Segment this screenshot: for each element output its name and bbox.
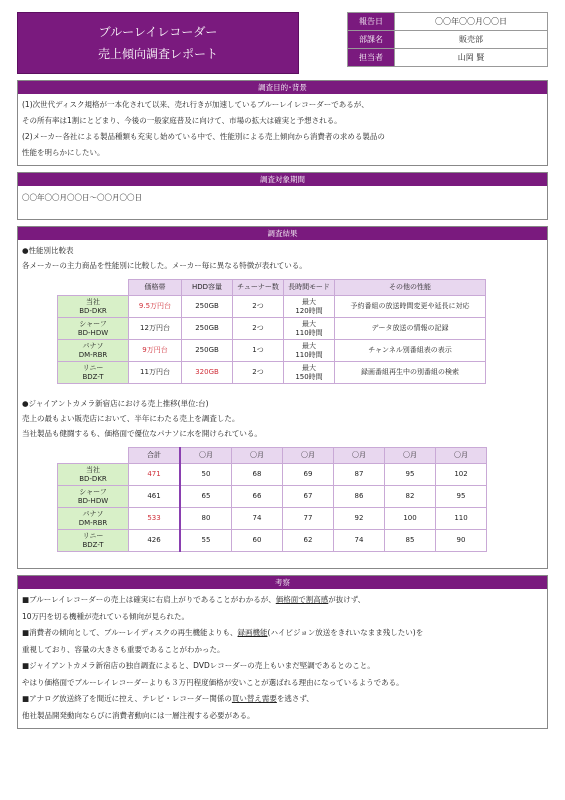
sales-cell: 65 [180, 486, 232, 508]
maker-name: 当社 [86, 465, 100, 474]
sales-cell: 92 [334, 508, 385, 530]
report-header [17, 12, 548, 74]
perf-row [58, 318, 486, 340]
meta-row [348, 49, 548, 67]
period-heading: 調査対象期間 [18, 173, 547, 186]
purpose-section [17, 80, 548, 166]
perf-tuner: 2つ [233, 318, 284, 340]
model-name: BD-DKR [79, 306, 107, 315]
sales-cell: 50 [180, 464, 232, 486]
maker-name: パナソ [82, 341, 104, 350]
sales-row [58, 486, 487, 508]
purpose-line: 性能を明らかにしたい。 [22, 148, 105, 157]
consider-heading: 考察 [18, 576, 547, 589]
meta-value: 〇〇年〇〇月〇〇日 [395, 13, 548, 31]
sales-header-row [58, 448, 487, 464]
perf-header-row [58, 280, 486, 296]
model-name: BDZ-T [82, 372, 104, 381]
consider-line: 10万円を切る機種が売れている傾向が見られた。 [22, 611, 190, 621]
sales-header: 〇月 [180, 448, 232, 464]
perf-mode [284, 362, 335, 384]
consider-line: ■ジャイアントカメラ新宿店の独自調査によると、DVDレコーダーの売上もいまだ堅調であるとのこと。 [22, 661, 375, 670]
sales-row [58, 530, 487, 552]
sales-cell: 100 [385, 508, 436, 530]
perf-other: 録画番組再生中の別番組の検索 [335, 362, 486, 384]
maker-name: 当社 [86, 297, 100, 306]
model-name: BD-HDW [77, 328, 109, 337]
consider-text: ■アナログ放送終了を間近に控え、テレビ・レコーダー関係の [22, 694, 232, 703]
perf-mode [284, 340, 335, 362]
sales-cell: 74 [232, 508, 283, 530]
consider-line [22, 691, 543, 708]
perf-other: データ放送の情報の記録 [335, 318, 486, 340]
mode-value: 110時間 [295, 328, 323, 337]
sales-cell: 74 [334, 530, 385, 552]
mode-value: 110時間 [295, 350, 323, 359]
sales-cell: 77 [283, 508, 334, 530]
sales-header: 〇月 [232, 448, 283, 464]
model-name: DM-RBR [78, 350, 108, 359]
meta-label: 報告日 [348, 13, 395, 31]
perf-maker [58, 318, 129, 340]
sales-cell: 95 [385, 464, 436, 486]
maker-name: リニー [82, 531, 104, 540]
perf-hdd: 250GB [182, 340, 233, 362]
purpose-line: (2)メーカー各社による製品種類も充実し始めている中で、性能別による売上傾向から消費者の求める製品の [22, 132, 385, 141]
sales-cell: 82 [385, 486, 436, 508]
consider-underline: 録画機能 [237, 628, 268, 637]
sales-cell: 95 [436, 486, 487, 508]
meta-label: 部課名 [348, 31, 395, 49]
perf-header: その他の性能 [335, 280, 486, 296]
purpose-line: (1)次世代ディスク規格が一本化されて以来、売れ行きが加速しているブルーレイレコーダーであるが、 [22, 100, 369, 109]
sales-cell: 60 [232, 530, 283, 552]
sales-cell: 102 [436, 464, 487, 486]
sales-maker [58, 508, 129, 530]
consider-line [22, 592, 543, 609]
title-line-1: ブルーレイレコーダー [98, 25, 218, 39]
sales-cell: 69 [283, 464, 334, 486]
mode-value: 150時間 [295, 372, 323, 381]
purpose-line: その所有率は1割にとどまり、今後の一般家庭普及に向けて、市場の拡大は確実と予想される。 [22, 116, 342, 125]
perf-hdd: 250GB [182, 318, 233, 340]
perf-other: 予約番組の放送時間変更や延長に対応 [335, 296, 486, 318]
consider-text: ■ブルーレイレコーダーの売上は確実に右肩上がりであることがわかるが、 [22, 595, 276, 604]
consider-line: 他社製品開発動向ならびに消費者動向には一層注視する必要がある。 [22, 710, 255, 720]
sales-header: 〇月 [436, 448, 487, 464]
perf-corner [58, 280, 129, 296]
sales-total: 426 [129, 530, 181, 552]
perf-other: チャンネル別番組表の表示 [335, 340, 486, 362]
results-heading: 調査結果 [18, 227, 547, 240]
perf-header: 長時間モード [284, 280, 335, 296]
maker-name: シャーフ [79, 487, 107, 496]
report-title [17, 12, 299, 74]
meta-row [348, 13, 548, 31]
meta-value: 販売部 [395, 31, 548, 49]
sales-cell: 68 [232, 464, 283, 486]
perf-tuner: 2つ [233, 296, 284, 318]
perf-tuner: 1つ [233, 340, 284, 362]
perf-desc: 各メーカーの主力商品を性能別に比較した。メーカー毎に異なる特徴が表れている。 [22, 261, 307, 270]
perf-row [58, 362, 486, 384]
perf-tuner: 2つ [233, 362, 284, 384]
report-meta-table [347, 12, 548, 67]
perf-hdd: 320GB [182, 362, 233, 384]
perf-header: HDD容量 [182, 280, 233, 296]
sales-cell: 62 [283, 530, 334, 552]
perf-mode [284, 318, 335, 340]
perf-hdd: 250GB [182, 296, 233, 318]
perf-header: 価格帯 [129, 280, 182, 296]
sales-cell: 87 [334, 464, 385, 486]
sales-corner [58, 448, 129, 464]
sales-cell: 85 [385, 530, 436, 552]
sales-row [58, 508, 487, 530]
sales-desc: 売上の最もよい販売店において、半年にわたる売上を調査した。 [22, 414, 240, 423]
results-section [17, 226, 548, 569]
perf-price: 9万円台 [129, 340, 182, 362]
report-page [17, 12, 548, 729]
perf-maker [58, 340, 129, 362]
sales-cell: 66 [232, 486, 283, 508]
purpose-heading: 調査目的･背景 [18, 81, 547, 94]
sales-table [57, 447, 487, 552]
period-section [17, 172, 548, 220]
model-name: DM-RBR [78, 518, 108, 527]
perf-maker [58, 362, 129, 384]
period-text: 〇〇年〇〇月〇〇日〜〇〇月〇〇日 [22, 193, 142, 202]
sales-maker [58, 486, 129, 508]
consider-underline: 価格面で割高感 [275, 595, 329, 604]
meta-label: 担当者 [348, 49, 395, 67]
sales-header: 合計 [129, 448, 181, 464]
perf-row [58, 340, 486, 362]
perf-price: 12万円台 [129, 318, 182, 340]
maker-name: パナソ [82, 509, 104, 518]
consider-underline: 買い替え需要 [231, 694, 277, 703]
sales-header: 〇月 [334, 448, 385, 464]
model-name: BD-DKR [79, 474, 107, 483]
consider-text: が抜けず、 [328, 595, 366, 604]
mode-label: 最大 [302, 363, 316, 372]
maker-name: シャーフ [79, 319, 107, 328]
consider-section [17, 575, 548, 729]
perf-maker [58, 296, 129, 318]
sales-cell: 86 [334, 486, 385, 508]
sales-maker [58, 464, 129, 486]
model-name: BDZ-T [82, 540, 104, 549]
mode-label: 最大 [302, 297, 316, 306]
consider-line: 重視しており、容量の大きさも重要であることがわかった。 [22, 644, 225, 654]
sales-cell: 80 [180, 508, 232, 530]
perf-row [58, 296, 486, 318]
consider-text: (ハイビジョン放送をきれいなまま残したい)を [267, 628, 424, 637]
maker-name: リニー [82, 363, 104, 372]
perf-title: ●性能別比較表 [22, 246, 74, 255]
sales-total: 471 [129, 464, 181, 486]
perf-header: チューナー数 [233, 280, 284, 296]
sales-title: ●ジャイアントカメラ新宿店における売上推移(単位:台) [22, 399, 209, 408]
sales-header: 〇月 [385, 448, 436, 464]
model-name: BD-HDW [77, 496, 109, 505]
sales-total: 461 [129, 486, 181, 508]
mode-label: 最大 [302, 319, 316, 328]
sales-cell: 67 [283, 486, 334, 508]
perf-mode [284, 296, 335, 318]
sales-header: 〇月 [283, 448, 334, 464]
consider-text: を逃さず、 [276, 694, 314, 703]
sales-total: 533 [129, 508, 181, 530]
consider-text: ■消費者の傾向として、ブルーレイディスクの再生機能よりも、 [22, 628, 238, 637]
consider-line: やはり価格面でブルーレイレコーダーよりも３万円程度価格が安いことが選ばれる理由になっているようである。 [22, 677, 404, 687]
sales-desc: 当社製品も健闘するも、価格面で優位なパナソに水を開けられている。 [22, 429, 262, 438]
meta-value: 山岡 賢 [395, 49, 548, 67]
mode-value: 120時間 [295, 306, 323, 315]
perf-price: 9.5万円台 [129, 296, 182, 318]
meta-row [348, 31, 548, 49]
consider-line [22, 625, 543, 642]
sales-cell: 110 [436, 508, 487, 530]
performance-table [57, 279, 486, 384]
title-line-2: 売上傾向調査レポート [97, 47, 218, 61]
perf-price: 11万円台 [129, 362, 182, 384]
sales-cell: 90 [436, 530, 487, 552]
sales-row [58, 464, 487, 486]
sales-cell: 55 [180, 530, 232, 552]
mode-label: 最大 [302, 341, 316, 350]
sales-maker [58, 530, 129, 552]
